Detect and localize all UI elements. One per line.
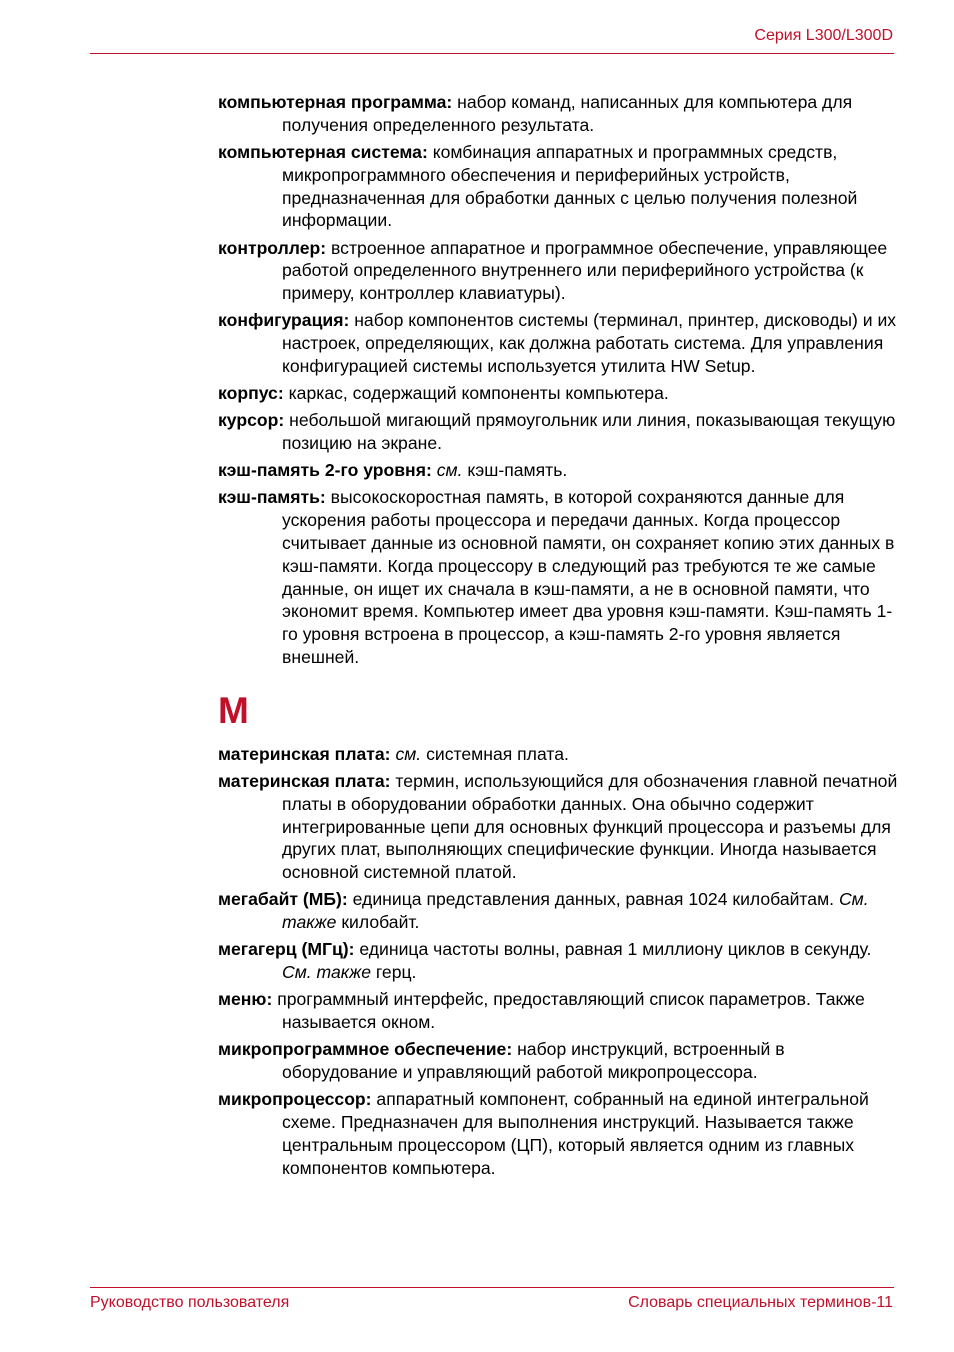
section-letter: М (218, 689, 249, 731)
glossary-definition-tail: килобайт. (336, 912, 420, 933)
glossary-term: материнская плата: (218, 771, 391, 792)
glossary-term: кэш-память 2-го уровня: (218, 460, 432, 481)
glossary-term: конфигурация: (218, 310, 350, 331)
glossary-entry (218, 309, 898, 377)
glossary-entry (218, 237, 898, 305)
glossary-entry (218, 486, 898, 668)
glossary-definition: единица представления данных, равная 1024 килобайтам. (347, 889, 839, 910)
glossary-entry (218, 1038, 898, 1084)
glossary-entry (218, 141, 898, 232)
glossary-definition: аппаратный компонент, собранный на единой интегральной схеме. Предназначен для выполнения инструкций. Называется также центральным процессором (ЦП), который является одним из главных компонентов компьютера. (282, 1089, 869, 1178)
glossary-entry (218, 459, 898, 482)
glossary-definition: высокоскоростная память, в которой сохраняются данные для ускорения работы процессора и передачи данных. Когда процессор считывает данные из основной памяти, он сохраняет копию этих данных в кэш-памяти. Когда процессору в следующий раз требуются те же самые данные, он ищет их сначала в кэш-памяти, а не в основной памяти, что экономит время. Компьютер имеет два уровня кэш-памяти. Кэш-память 1-го уровня встроена в процессор, а кэш-память 2-го уровня является внешней. (282, 487, 895, 668)
glossary-entry (218, 938, 898, 984)
header-rule (90, 53, 894, 54)
glossary-term: компьютерная программа: (218, 92, 453, 112)
glossary-entry (218, 988, 898, 1034)
glossary-term: меню: (218, 989, 273, 1010)
glossary-definition-tail: герц. (370, 962, 417, 983)
glossary-term: мегабайт (МБ): (218, 889, 348, 910)
glossary-term: кэш-память: (218, 487, 326, 508)
glossary-group-m (218, 743, 898, 1180)
footer-rule (90, 1287, 894, 1288)
glossary-see-reference: см. (436, 460, 463, 481)
glossary-entry (218, 770, 898, 884)
glossary-entry (218, 91, 898, 137)
glossary-definition: единица частоты волны, равная 1 миллиону циклов в секунду. (354, 939, 872, 960)
glossary-entry (218, 1088, 898, 1179)
glossary-term: микропрограммное обеспечение: (218, 1039, 513, 1060)
glossary-group-k (218, 91, 898, 669)
glossary-definition: небольшой мигающий прямоугольник или линия, показывающая текущую позицию на экране. (282, 410, 896, 454)
glossary-term: материнская плата: (218, 743, 391, 764)
glossary-definition: термин, использующийся для обозначения главной печатной платы в оборудовании обработки данных. Она обычно содержит интегрированные цепи для основных функций процессора и разъемы для других плат, выполняющих специфические функции. Иногда называется основной системной платой. (282, 771, 898, 883)
glossary-definition: набор инструкций, встроенный в оборудование и управляющий работой микропроцессора. (282, 1039, 785, 1083)
glossary-term: корпус: (218, 383, 284, 404)
glossary-definition-tail: кэш-память. (462, 460, 568, 481)
glossary-definition: программный интерфейс, предоставляющий список параметров. Также называется окном. (272, 989, 865, 1033)
glossary-definition: набор компонентов системы (терминал, принтер, дисководы) и их настроек, определяющих, как должна работать система. Для управления конфигурацией системы используется утилита HW Setup. (282, 310, 897, 376)
glossary-term: микропроцессор: (218, 1089, 372, 1110)
header-title: Серия L300/L300D (754, 27, 893, 44)
glossary-definition: каркас, содержащий компоненты компьютера. (283, 383, 669, 404)
glossary-definition: набор команд, написанных для компьютера для получения определенного результата. (282, 92, 853, 135)
glossary-entry (218, 409, 898, 455)
glossary-content (218, 91, 898, 1184)
glossary-see-reference: см. (395, 743, 422, 764)
glossary-entry (218, 382, 898, 405)
glossary-definition: встроенное аппаратное и программное обеспечение, управляющее работой определенного внутреннего или периферийного устройства (к примеру, контроллер клавиатуры). (282, 237, 888, 304)
glossary-entry (218, 743, 898, 766)
glossary-definition-tail: системная плата. (421, 743, 569, 764)
footer-page-number: Словарь специальных терминов-11 (628, 1294, 893, 1311)
glossary-see-reference: См. также (282, 962, 371, 983)
glossary-term: контроллер: (218, 237, 327, 258)
footer-manual-title: Руководство пользователя (90, 1294, 290, 1311)
glossary-term: компьютерная система: (218, 141, 428, 162)
glossary-term: курсор: (218, 410, 285, 431)
glossary-entry (218, 888, 898, 934)
glossary-term: мегагерц (МГц): (218, 939, 355, 960)
glossary-definition: комбинация аппаратных и программных средств, микропрограммного обеспечения и периферийных устройств, предназначенная для обработки данных с целью получения полезной информации. (282, 141, 858, 231)
glossary-see-reference: См. также (282, 889, 869, 933)
